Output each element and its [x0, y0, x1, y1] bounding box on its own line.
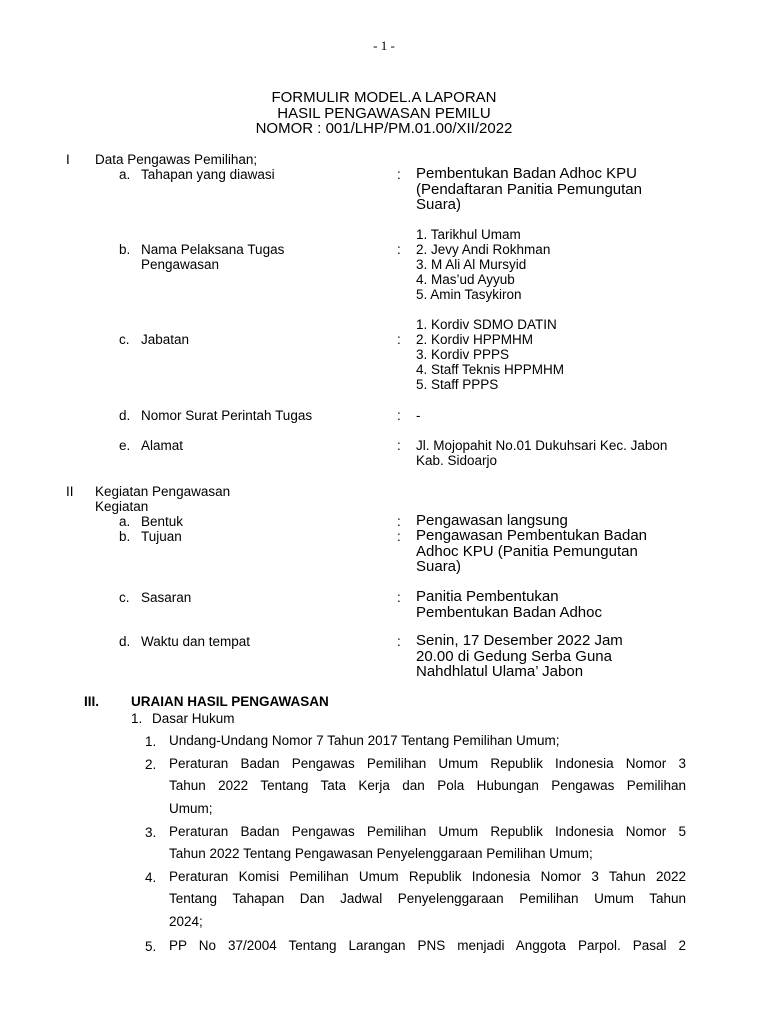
legal-item-4 [169, 866, 686, 933]
colon: : [397, 590, 401, 605]
text-line: Undang-Undang Nomor 7 Tahun 2017 Tentang Pemilihan Umum; [169, 733, 560, 748]
form-number: NOMOR : 001/LHP/PM.01.00/XII/2022 [255, 120, 513, 137]
title-line: Kegiatan [95, 499, 149, 514]
field-label-nomor-surat: Nomor Surat Perintah Tugas [141, 408, 313, 423]
item-letter: e. [119, 438, 131, 453]
page-number: - 1 - [373, 38, 395, 53]
section-2-title [95, 484, 230, 514]
colon: : [397, 167, 401, 182]
list-number: 4. [145, 870, 157, 885]
value-line: Kab. Sidoarjo [416, 453, 498, 468]
text-line: Tentang Tahapan Dan Jadwal Penyelenggaraan Pemilihan Umum Tahun [169, 891, 686, 907]
section-2-number: II [66, 484, 74, 499]
field-label-sasaran: Sasaran [141, 590, 192, 605]
text-line: Peraturan Badan Pengawas Pemilihan Umum Republik Indonesia Nomor 3 [169, 756, 686, 771]
value-line: Nahdhlatul Ulama’ Jabon [416, 663, 584, 680]
colon: : [397, 514, 401, 529]
list-item: 3. Kordiv PPPS [416, 347, 510, 362]
list-number: 1. [145, 734, 157, 749]
list-item: 5. Amin Tasykiron [416, 287, 522, 302]
list-item: 3. M Ali Al Mursyid [416, 257, 527, 272]
field-value-waktu-tempat [416, 633, 623, 680]
form-subtitle: HASIL PENGAWASAN PEMILU [277, 105, 491, 122]
subsection-number: 1. [131, 711, 143, 726]
item-letter: a. [119, 514, 131, 529]
section-1-title: Data Pengawas Pemilihan; [95, 152, 258, 167]
field-value-pelaksana-list [416, 227, 550, 302]
text-line: PP No 37/2004 Tentang Larangan PNS menjadi Anggota Parpol. Pasal 2 [169, 938, 686, 953]
colon: : [397, 634, 401, 649]
value-line: Adhoc KPU (Panitia Pemungutan [416, 542, 638, 560]
value-line: Pengawasan Pembentukan Badan [416, 527, 648, 544]
item-letter: a. [119, 167, 131, 182]
item-letter: c. [119, 590, 130, 605]
label-line: Pengawasan [141, 257, 220, 272]
item-letter: b. [119, 242, 131, 257]
value-line: Senin, 17 Desember 2022 Jam [416, 632, 623, 649]
value-line: Suara) [416, 196, 462, 213]
text-line: Umum; [169, 800, 213, 816]
text-line: Peraturan Komisi Pemilihan Umum Republik Indonesia Nomor 3 Tahun 2022 [169, 869, 686, 884]
form-title: FORMULIR MODEL.A LAPORAN [271, 89, 497, 106]
field-label-tahapan: Tahapan yang diawasi [141, 167, 275, 182]
colon: : [397, 529, 401, 544]
field-value-alamat [416, 438, 667, 468]
legal-item-3 [169, 821, 686, 866]
text-line: 2024; [169, 913, 203, 929]
list-number: 5. [145, 939, 157, 954]
list-item: 2. Jevy Andi Rokhman [416, 242, 551, 257]
legal-item-2 [169, 753, 686, 820]
field-label-pelaksana [141, 242, 284, 272]
item-letter: d. [119, 408, 131, 423]
text-line: Tahun 2022 Tentang Pengawasan Penyelenggaraan Pemilihan Umum; [169, 846, 593, 862]
list-item: 4. Mas’ud Ayyub [416, 272, 515, 287]
section-1-number: I [66, 152, 70, 167]
value-line: Jl. Mojopahit No.01 Dukuhsari Kec. Jabon [416, 438, 668, 453]
list-item: 1. Kordiv SDMO DATIN [416, 317, 557, 332]
value-line: Suara) [416, 558, 462, 575]
field-label-jabatan: Jabatan [141, 332, 190, 347]
value-line: Panitia Pembentukan [416, 588, 559, 605]
item-letter: b. [119, 529, 131, 544]
section-3-number: III. [84, 694, 100, 709]
item-letter: d. [119, 634, 131, 649]
field-value-sasaran [416, 589, 602, 620]
title-line: Kegiatan Pengawasan [95, 484, 231, 499]
field-value-jabatan-list [416, 317, 564, 392]
value-line: (Pendaftaran Panitia Pemungutan [416, 180, 642, 198]
list-item: 4. Staff Teknis HPPMHM [416, 362, 565, 377]
list-item: 5. Staff PPPS [416, 377, 499, 392]
field-label-bentuk: Bentuk [141, 514, 184, 529]
list-number: 2. [145, 757, 157, 772]
colon: : [397, 242, 401, 257]
label-line: Nama Pelaksana Tugas [141, 242, 285, 257]
list-number: 3. [145, 825, 157, 840]
field-value-tujuan [416, 528, 647, 575]
value-line: 20.00 di Gedung Serba Guna [416, 647, 612, 665]
field-label-alamat: Alamat [141, 438, 184, 453]
field-value-nomor-surat: - [416, 408, 421, 423]
value-line: Pembentukan Badan Adhoc [416, 603, 602, 621]
colon: : [397, 408, 401, 423]
text-line: Tahun 2022 Tentang Tata Kerja dan Pola Hubungan Pengawas Pemilihan [169, 778, 686, 794]
colon: : [397, 438, 401, 453]
text-line: Peraturan Badan Pengawas Pemilihan Umum Republik Indonesia Nomor 5 [169, 824, 686, 839]
section-3-title: URAIAN HASIL PENGAWASAN [131, 694, 329, 709]
list-item: 2. Kordiv HPPMHM [416, 332, 534, 347]
value-line: Pembentukan Badan Adhoc KPU [416, 165, 637, 182]
colon: : [397, 332, 401, 347]
field-value-tahapan [416, 166, 642, 213]
field-label-tujuan: Tujuan [141, 529, 182, 544]
legal-item-1 [169, 730, 686, 752]
subsection-title: Dasar Hukum [152, 711, 235, 726]
field-value-bentuk: Pengawasan langsung [416, 512, 568, 529]
list-item: 1. Tarikhul Umam [416, 227, 521, 242]
field-label-waktu-tempat: Waktu dan tempat [141, 634, 251, 649]
legal-item-5 [169, 935, 686, 957]
item-letter: c. [119, 332, 130, 347]
